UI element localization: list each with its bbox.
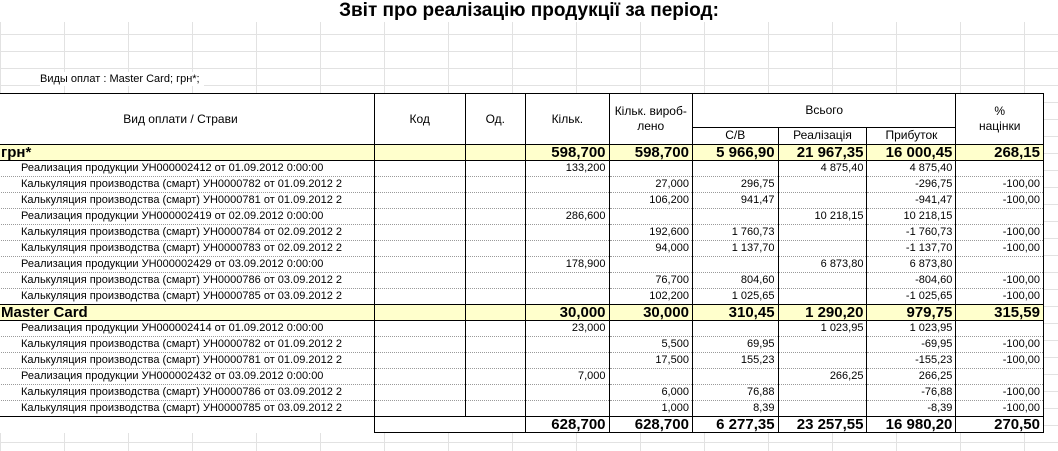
row-sales: 266,25	[778, 369, 867, 385]
group-qty-produced: 598,700	[609, 145, 692, 161]
row-name: Калькуляция производства (смарт) УН0000782 от 01.09.2012 2	[0, 177, 374, 193]
row-profit: -296,75	[867, 177, 956, 193]
row-unit	[465, 177, 526, 193]
row-unit	[465, 225, 526, 241]
row-sales: 10 218,15	[778, 209, 867, 225]
row-profit: -1 760,73	[867, 225, 956, 241]
header-name: Вид оплати / Страви	[0, 94, 374, 145]
group-qty: 30,000	[526, 305, 609, 321]
row-markup	[956, 209, 1044, 225]
header-row	[0, 94, 1044, 128]
table-row[interactable]	[0, 193, 1044, 209]
row-cost: 8,39	[692, 401, 778, 417]
row-cost	[692, 257, 778, 273]
row-sales	[778, 385, 867, 401]
row-unit	[465, 161, 526, 177]
row-cost: 941,47	[692, 193, 778, 209]
row-name: Реализация продукции УН000002412 от 01.09.2012 0:00:00	[0, 161, 374, 177]
row-code	[374, 401, 465, 417]
group-name: Master Card	[0, 305, 374, 321]
row-qty-produced: 192,600	[609, 225, 692, 241]
header-markup-line1: %	[994, 104, 1006, 118]
table-row[interactable]	[0, 241, 1044, 257]
row-name: Калькуляция производства (смарт) УН0000786 от 03.09.2012 2	[0, 273, 374, 289]
row-cost: 1 025,65	[692, 289, 778, 305]
row-name: Калькуляция производства (смарт) УН0000785 от 03.09.2012 2	[0, 401, 374, 417]
row-markup	[956, 257, 1044, 273]
table-row[interactable]	[0, 209, 1044, 225]
group-name: грн*	[0, 145, 374, 161]
table-row[interactable]	[0, 385, 1044, 401]
row-cost	[692, 321, 778, 337]
row-sales	[778, 177, 867, 193]
row-profit: -69,95	[867, 337, 956, 353]
row-markup: -100,00	[956, 401, 1044, 417]
row-qty: 178,900	[526, 257, 609, 273]
header-code: Код	[374, 94, 465, 145]
header-profit: Прибуток	[867, 127, 956, 144]
row-qty-produced: 102,200	[609, 289, 692, 305]
row-code	[374, 385, 465, 401]
row-code	[374, 353, 465, 369]
total-cost: 6 277,35	[692, 417, 778, 433]
row-qty-produced	[609, 161, 692, 177]
header-qty-produced	[609, 94, 692, 145]
group-code	[374, 145, 465, 161]
row-cost: 1 760,73	[692, 225, 778, 241]
row-markup: -100,00	[956, 193, 1044, 209]
row-code	[374, 209, 465, 225]
row-cost: 804,60	[692, 273, 778, 289]
row-cost	[692, 161, 778, 177]
total-profit: 16 980,20	[867, 417, 956, 433]
row-code	[374, 289, 465, 305]
table-row[interactable]	[0, 177, 1044, 193]
row-name: Калькуляция производства (смарт) УН0000783 от 02.09.2012 2	[0, 241, 374, 257]
header-qty: Кільк.	[526, 94, 609, 145]
row-unit	[465, 353, 526, 369]
total-sales: 23 257,55	[778, 417, 867, 433]
totals-spacer	[374, 417, 525, 433]
row-qty	[526, 385, 609, 401]
row-profit: -8,39	[867, 401, 956, 417]
row-cost: 155,23	[692, 353, 778, 369]
row-profit: -155,23	[867, 353, 956, 369]
row-markup: -100,00	[956, 273, 1044, 289]
row-qty	[526, 353, 609, 369]
header-qty-produced-line1: Кільк. вироб-	[614, 104, 687, 118]
group-cost: 5 966,90	[692, 145, 778, 161]
row-profit: 266,25	[867, 369, 956, 385]
table-row[interactable]	[0, 225, 1044, 241]
row-profit: 4 875,40	[867, 161, 956, 177]
row-name: Калькуляция производства (смарт) УН0000782 от 01.09.2012 2	[0, 337, 374, 353]
row-cost	[692, 369, 778, 385]
row-profit: 6 873,80	[867, 257, 956, 273]
row-sales	[778, 193, 867, 209]
row-markup: -100,00	[956, 353, 1044, 369]
table-row[interactable]	[0, 369, 1044, 385]
row-unit	[465, 273, 526, 289]
row-markup: -100,00	[956, 289, 1044, 305]
row-qty	[526, 273, 609, 289]
row-qty-produced	[609, 209, 692, 225]
row-code	[374, 257, 465, 273]
row-qty-produced	[609, 369, 692, 385]
row-sales	[778, 401, 867, 417]
group-unit	[465, 145, 526, 161]
row-qty	[526, 337, 609, 353]
row-name: Калькуляция производства (смарт) УН0000785 от 03.09.2012 2	[0, 289, 374, 305]
table-row[interactable]	[0, 353, 1044, 369]
row-markup	[956, 369, 1044, 385]
row-code	[374, 337, 465, 353]
row-profit: 10 218,15	[867, 209, 956, 225]
row-qty	[526, 177, 609, 193]
row-qty: 23,000	[526, 321, 609, 337]
row-unit	[465, 385, 526, 401]
group-markup: 268,15	[956, 145, 1044, 161]
row-qty-produced: 17,500	[609, 353, 692, 369]
row-qty-produced: 6,000	[609, 385, 692, 401]
row-qty-produced	[609, 257, 692, 273]
row-name: Калькуляция производства (смарт) УН0000784 от 02.09.2012 2	[0, 225, 374, 241]
table-row[interactable]	[0, 273, 1044, 289]
header-markup	[956, 94, 1044, 145]
row-name: Реализация продукции УН000002414 от 01.09.2012 0:00:00	[0, 321, 374, 337]
row-code	[374, 225, 465, 241]
group-qty-produced: 30,000	[609, 305, 692, 321]
table-row[interactable]	[0, 257, 1044, 273]
row-unit	[465, 321, 526, 337]
row-unit	[465, 401, 526, 417]
row-profit: 1 023,95	[867, 321, 956, 337]
header-cost: С/В	[692, 127, 778, 144]
row-markup: -100,00	[956, 225, 1044, 241]
group-profit: 979,75	[867, 305, 956, 321]
row-profit: -76,88	[867, 385, 956, 401]
row-profit: -1 137,70	[867, 241, 956, 257]
row-qty	[526, 289, 609, 305]
row-name: Калькуляция производства (смарт) УН0000786 от 03.09.2012 2	[0, 385, 374, 401]
row-qty-produced: 94,000	[609, 241, 692, 257]
row-markup	[956, 321, 1044, 337]
row-qty-produced	[609, 321, 692, 337]
row-sales: 4 875,40	[778, 161, 867, 177]
row-unit	[465, 337, 526, 353]
row-qty-produced: 76,700	[609, 273, 692, 289]
row-unit	[465, 369, 526, 385]
row-cost: 296,75	[692, 177, 778, 193]
report-title: Звіт про реалізацію продукції за період:	[0, 0, 1058, 22]
row-qty	[526, 241, 609, 257]
group-code	[374, 305, 465, 321]
row-qty-produced: 106,200	[609, 193, 692, 209]
table-row[interactable]	[0, 161, 1044, 177]
group-row[interactable]	[0, 305, 1044, 321]
row-qty	[526, 401, 609, 417]
row-unit	[465, 289, 526, 305]
row-code	[374, 369, 465, 385]
row-code	[374, 241, 465, 257]
row-name: Реализация продукции УН000002432 от 03.09.2012 0:00:00	[0, 369, 374, 385]
row-qty	[526, 193, 609, 209]
table-row[interactable]	[0, 337, 1044, 353]
report-table	[0, 93, 1044, 433]
total-markup: 270,50	[956, 417, 1044, 433]
group-unit	[465, 305, 526, 321]
row-code	[374, 273, 465, 289]
row-profit: -804,60	[867, 273, 956, 289]
header-sales: Реалізація	[778, 127, 867, 144]
header-qty-produced-line2: лено	[637, 119, 665, 133]
payment-filter: Виды оплат : Master Card; грн*;	[40, 72, 204, 86]
row-profit: -1 025,65	[867, 289, 956, 305]
row-sales	[778, 337, 867, 353]
row-qty: 7,000	[526, 369, 609, 385]
row-unit	[465, 241, 526, 257]
total-qty-produced: 628,700	[609, 417, 692, 433]
row-unit	[465, 209, 526, 225]
group-cost: 310,45	[692, 305, 778, 321]
total-qty: 628,700	[526, 417, 609, 433]
row-qty-produced: 27,000	[609, 177, 692, 193]
row-sales	[778, 353, 867, 369]
row-code	[374, 193, 465, 209]
totals-row	[0, 417, 1044, 433]
row-code	[374, 161, 465, 177]
header-unit: Од.	[465, 94, 526, 145]
row-qty	[526, 225, 609, 241]
row-cost: 76,88	[692, 385, 778, 401]
group-qty: 598,700	[526, 145, 609, 161]
row-sales	[778, 289, 867, 305]
row-qty-produced: 1,000	[609, 401, 692, 417]
row-sales	[778, 273, 867, 289]
group-sales: 1 290,20	[778, 305, 867, 321]
row-markup: -100,00	[956, 177, 1044, 193]
row-cost: 69,95	[692, 337, 778, 353]
table-row[interactable]	[0, 289, 1044, 305]
header-markup-line2: націнки	[978, 119, 1021, 133]
row-sales	[778, 225, 867, 241]
row-code	[374, 321, 465, 337]
row-markup: -100,00	[956, 337, 1044, 353]
row-cost	[692, 209, 778, 225]
row-sales	[778, 241, 867, 257]
row-markup	[956, 161, 1044, 177]
group-markup: 315,59	[956, 305, 1044, 321]
row-unit	[465, 257, 526, 273]
row-sales: 1 023,95	[778, 321, 867, 337]
row-unit	[465, 193, 526, 209]
row-name: Реализация продукции УН000002419 от 02.09.2012 0:00:00	[0, 209, 374, 225]
header-total: Всього	[692, 94, 955, 128]
table-row[interactable]	[0, 401, 1044, 417]
group-row[interactable]	[0, 145, 1044, 161]
row-name: Калькуляция производства (смарт) УН0000781 от 01.09.2012 2	[0, 193, 374, 209]
row-markup: -100,00	[956, 241, 1044, 257]
group-profit: 16 000,45	[867, 145, 956, 161]
row-profit: -941,47	[867, 193, 956, 209]
row-name: Калькуляция производства (смарт) УН0000781 от 01.09.2012 2	[0, 353, 374, 369]
row-sales: 6 873,80	[778, 257, 867, 273]
row-name: Реализация продукции УН000002429 от 03.09.2012 0:00:00	[0, 257, 374, 273]
row-code	[374, 177, 465, 193]
row-qty-produced: 5,500	[609, 337, 692, 353]
group-sales: 21 967,35	[778, 145, 867, 161]
row-cost: 1 137,70	[692, 241, 778, 257]
row-markup: -100,00	[956, 385, 1044, 401]
table-row[interactable]	[0, 321, 1044, 337]
totals-blank	[0, 417, 374, 433]
row-qty: 133,200	[526, 161, 609, 177]
row-qty: 286,600	[526, 209, 609, 225]
